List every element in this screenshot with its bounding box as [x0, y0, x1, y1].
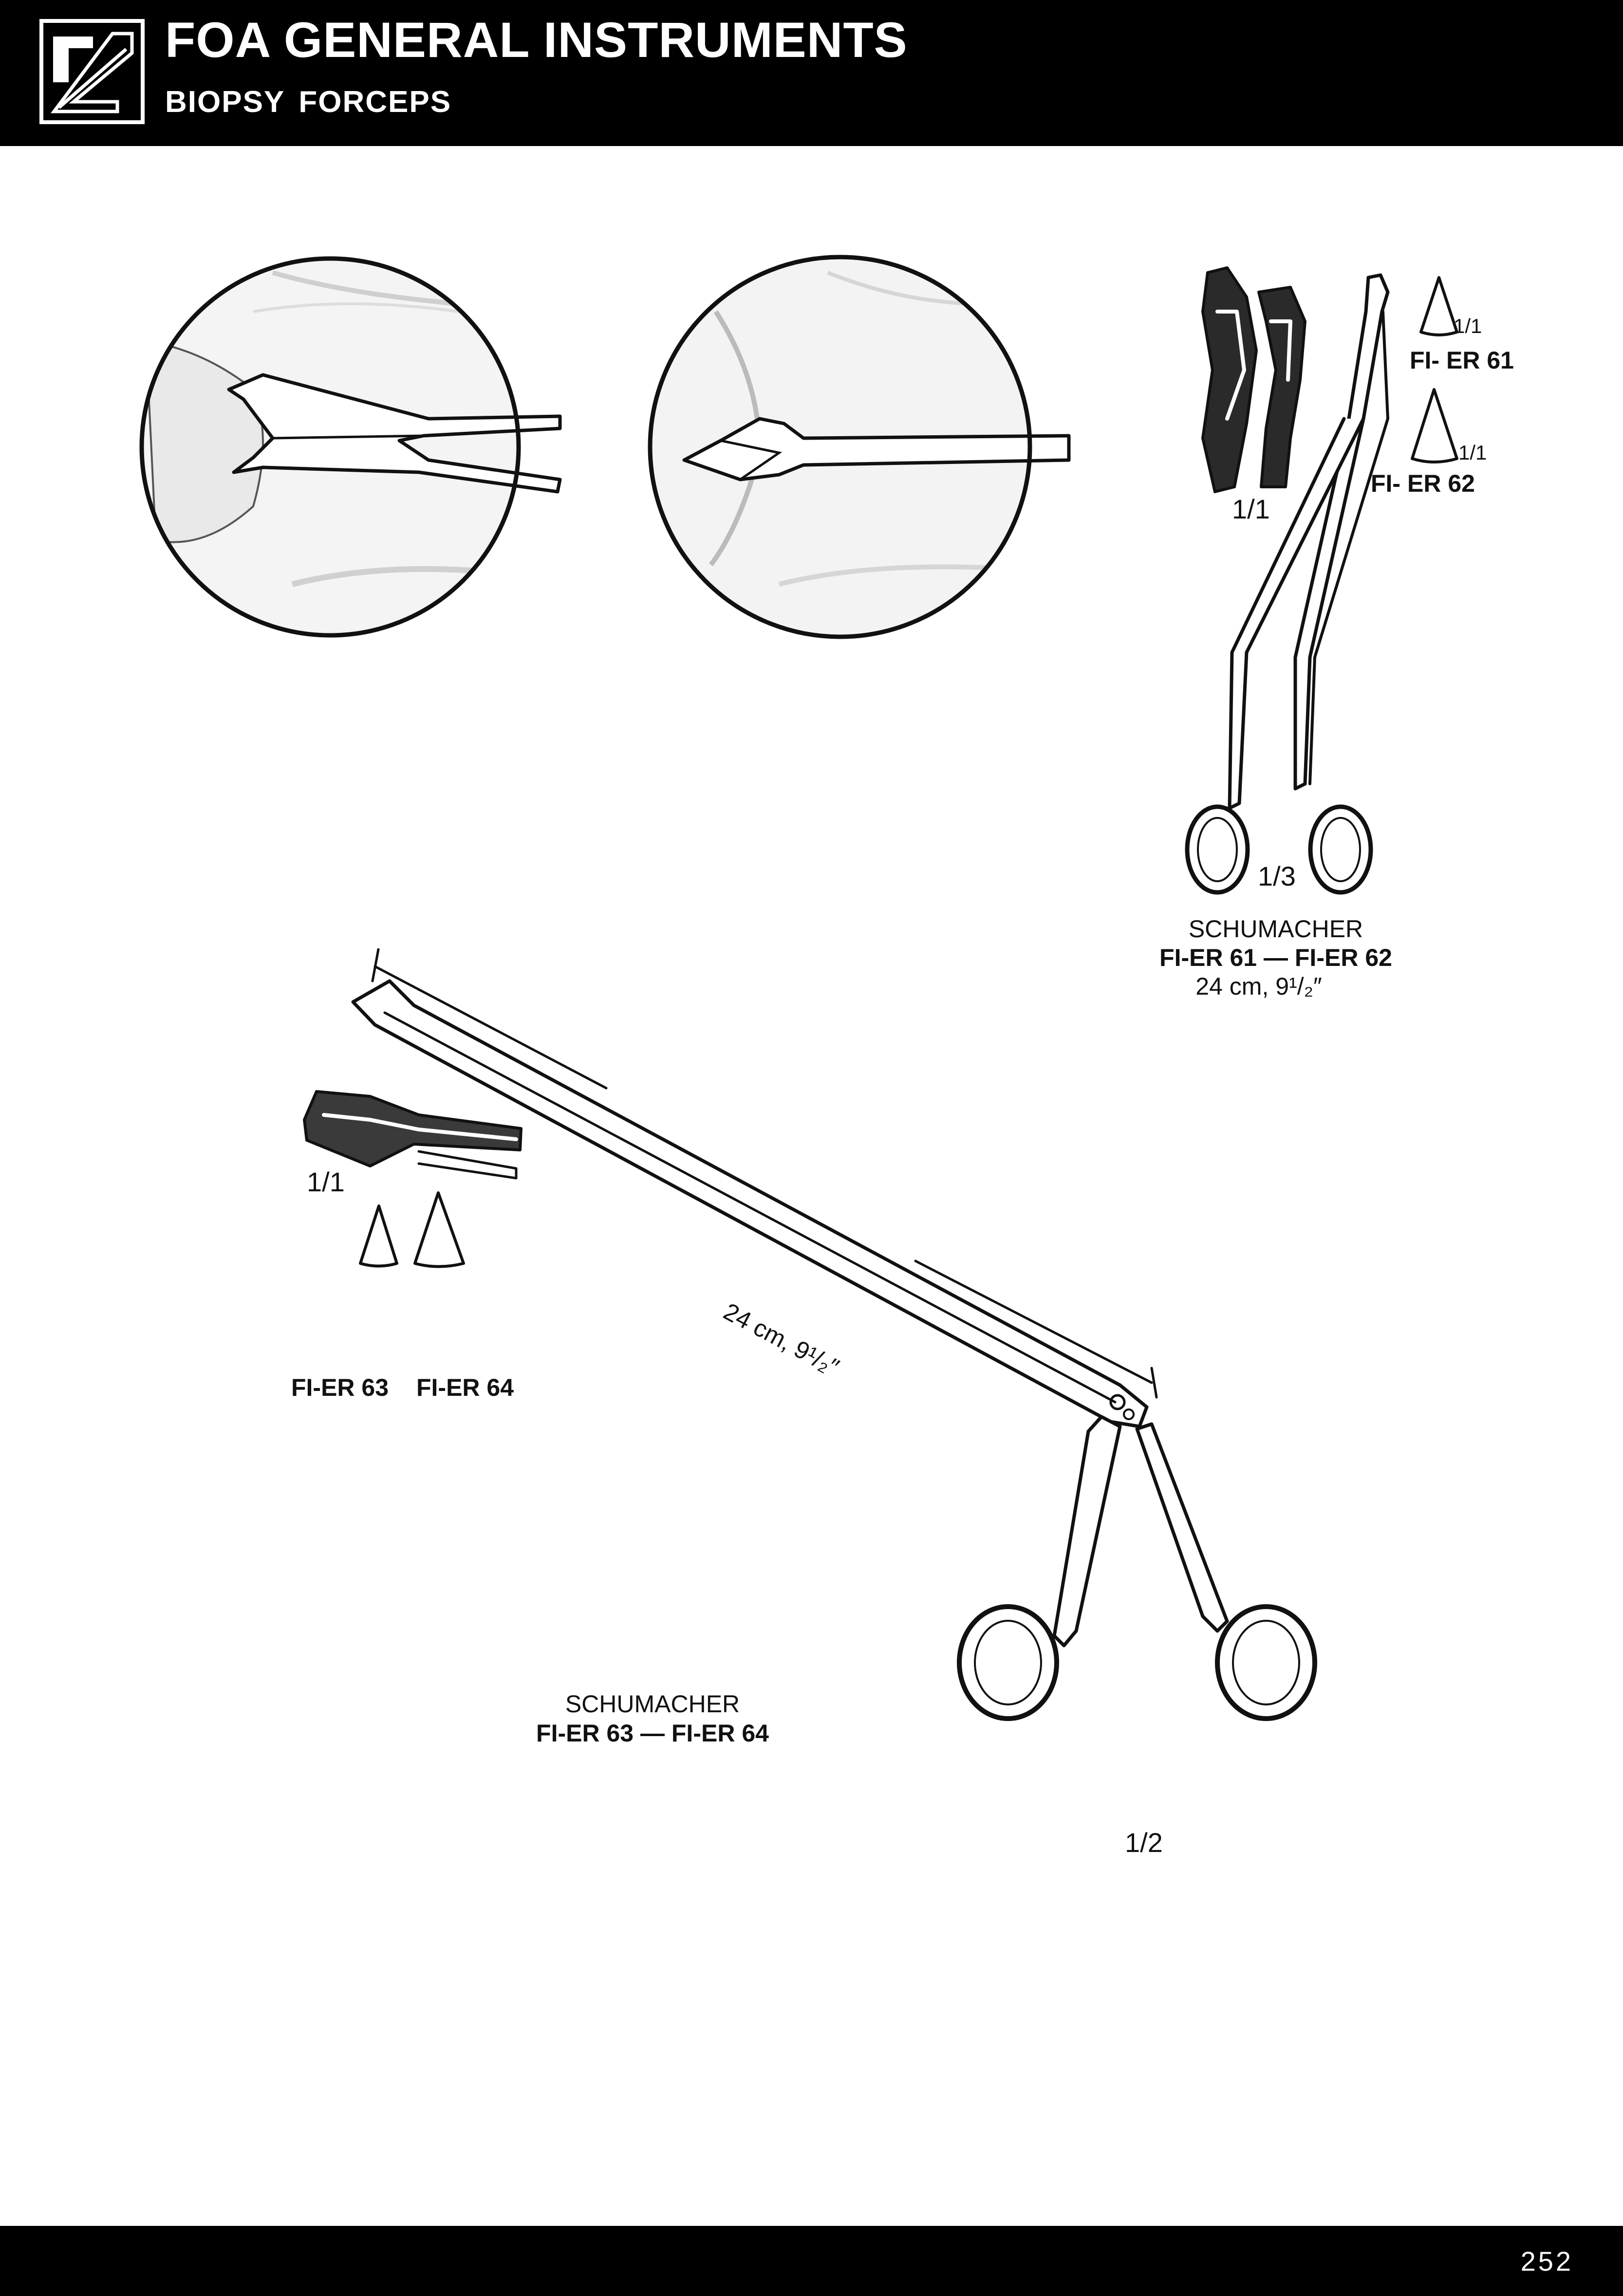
brand-title: FOA GENERAL INSTRUMENTS: [165, 12, 908, 68]
header-bar: [0, 0, 1623, 146]
company-logo: [39, 19, 145, 124]
code-label-fi-er-63: FI-ER 63: [291, 1374, 389, 1401]
caption-name-bottom: SCHUMACHER: [565, 1690, 740, 1718]
tip-profile-64: [415, 1193, 464, 1267]
caption-name-top: SCHUMACHER: [1188, 915, 1363, 943]
detail-view-open-jaws: [136, 253, 560, 643]
detail-view-closed-jaws: [648, 253, 1069, 643]
tip-profile-62: [1412, 389, 1457, 462]
caption-codes-bottom: FI-ER 63 — FI-ER 64: [536, 1720, 769, 1747]
code-label-fi-er-61: FI- ER 61: [1410, 347, 1514, 374]
tip-profile-63: [360, 1206, 397, 1266]
footer-bar: [0, 2226, 1623, 2296]
forceps-fi-er-63-64: [304, 949, 1315, 1719]
caption-codes-top: FI-ER 61 — FI-ER 62: [1159, 944, 1392, 971]
length-label: 24 cm, 9¹/₂″: [719, 1297, 844, 1381]
scale-label-cone-62: 1/1: [1458, 441, 1487, 464]
scale-label-tip-bottom: 1/1: [307, 1167, 345, 1197]
section-title: BIOPSY FORCEPS: [165, 85, 452, 119]
code-label-fi-er-62: FI- ER 62: [1371, 470, 1475, 497]
scale-label-tip-top: 1/1: [1232, 494, 1270, 524]
scale-label-instrument-top: 1/3: [1258, 861, 1296, 891]
scale-label-cone-61: 1/1: [1454, 315, 1482, 337]
caption-size-top: 24 cm, 9¹/₂″: [1195, 973, 1322, 1000]
catalog-figures: [0, 146, 1623, 2226]
code-label-fi-er-64: FI-ER 64: [416, 1374, 514, 1401]
instrument-illustrations: [0, 146, 1623, 2226]
tip-profile-61: [1421, 278, 1457, 335]
tip-detail: [1203, 268, 1305, 492]
page-number: 252: [1520, 2246, 1573, 2277]
tip-detail: [304, 1092, 521, 1178]
scale-label-instrument-bottom: 1/2: [1125, 1827, 1163, 1858]
